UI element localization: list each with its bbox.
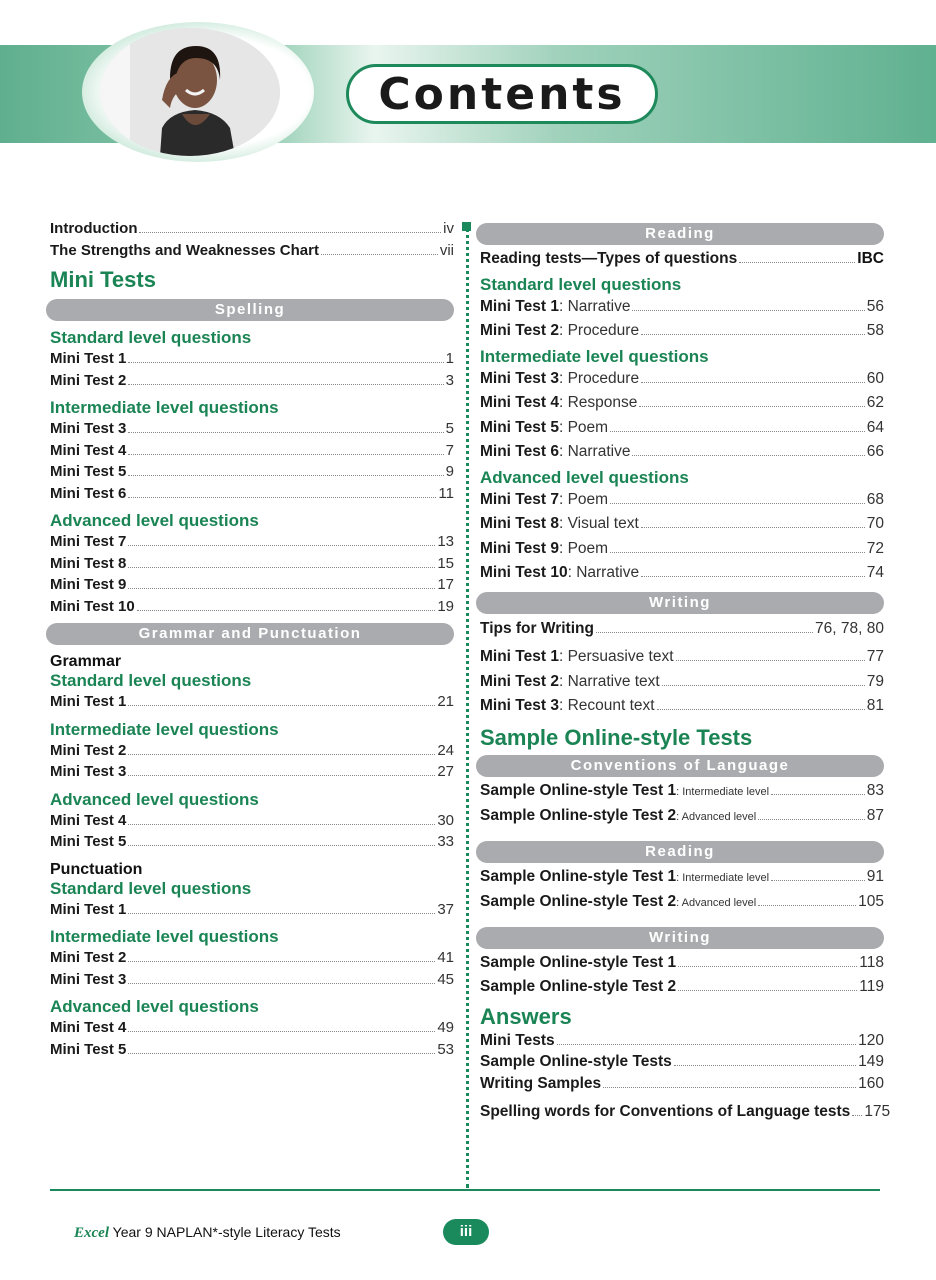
toc-entry[interactable]: Mini Test 7 : Poem 68 (480, 490, 884, 508)
toc-entry[interactable]: The Strengths and Weaknesses Chart vii (50, 241, 454, 259)
toc-entry[interactable]: Mini Test 3 27 (50, 763, 454, 780)
toc-entry[interactable]: Sample Online-style Test 2 : Advanced level 87 (480, 807, 884, 824)
level-heading: Standard level questions (50, 328, 252, 347)
right-column (480, 223, 891, 1125)
level-heading: Intermediate level questions (480, 346, 709, 366)
toc-entry[interactable]: Sample Online-style Test 1 : Intermediate level 91 (480, 867, 884, 885)
toc-entry[interactable]: Mini Test 2 24 (50, 741, 454, 759)
toc-entry[interactable]: Mini Test 4 : Response 62 (480, 394, 884, 411)
toc-entry[interactable]: Mini Test 2 41 (50, 949, 454, 966)
toc-entry[interactable]: Introduction iv (50, 220, 454, 237)
toc-entry[interactable]: Mini Test 4 49 (50, 1019, 454, 1036)
toc-entry[interactable]: Mini Test 5 53 (50, 1040, 454, 1058)
section-pill: Reading (476, 223, 884, 245)
toc-entry[interactable]: Mini Test 1 21 (50, 693, 454, 710)
section-heading: Answers (480, 1003, 572, 1029)
section-pill: Spelling (46, 299, 454, 321)
student-photo (100, 28, 280, 156)
page-title (346, 64, 658, 124)
level-heading: Standard level questions (480, 274, 682, 294)
section-pill: Reading (476, 841, 884, 863)
section-heading: Sample Online-style Tests (480, 724, 753, 750)
toc-entry[interactable]: Sample Online-style Test 1 118 (480, 953, 884, 971)
toc-entry[interactable]: Tips for Writing 76, 78, 80 (480, 619, 884, 637)
left-column (50, 218, 454, 1060)
toc-entry[interactable]: Mini Test 3 5 (50, 420, 454, 437)
toc-entry[interactable]: Mini Test 8 15 (50, 554, 454, 572)
section-pill: Writing (476, 592, 884, 614)
level-heading: Advanced level questions (50, 789, 259, 809)
toc-entry[interactable]: Sample Online-style Tests 149 (480, 1053, 884, 1070)
level-heading: Intermediate level questions (50, 927, 279, 946)
level-heading: Standard level questions (50, 878, 252, 898)
section-pill: Writing (476, 927, 884, 949)
toc-entry[interactable]: Mini Test 5 9 (50, 463, 454, 480)
toc-entry[interactable]: Mini Test 4 7 (50, 441, 454, 459)
page-number: iii (443, 1219, 489, 1245)
level-heading: Advanced level questions (50, 511, 259, 530)
toc-entry[interactable]: Mini Test 5 33 (50, 833, 454, 850)
toc-entry[interactable]: Mini Test 2 : Procedure 58 (480, 322, 884, 339)
toc-entry[interactable]: Sample Online-style Test 2 : Advanced level 105 (480, 893, 884, 910)
toc-entry[interactable]: Mini Test 9 : Poem 72 (480, 539, 884, 557)
toc-entry[interactable]: Spelling words for Conventions of Language tests 175 (480, 1103, 891, 1120)
section-pill: Grammar and Punctuation (46, 623, 454, 645)
toc-entry[interactable]: Sample Online-style Test 1 : Intermediate level 83 (480, 781, 884, 799)
toc-entry[interactable]: Sample Online-style Test 2 119 (480, 978, 884, 995)
toc-entry[interactable]: Mini Test 1 : Narrative 56 (480, 297, 884, 315)
toc-entry[interactable]: Mini Test 4 30 (50, 811, 454, 829)
toc-entry[interactable]: Mini Test 1 37 (50, 900, 454, 918)
toc-entry[interactable]: Writing Samples 160 (480, 1074, 884, 1092)
toc-entry[interactable]: Mini Test 1 : Persuasive text 77 (480, 648, 884, 665)
toc-entry[interactable]: Mini Test 6 11 (50, 484, 454, 502)
footer-title: Year 9 NAPLAN*-style Literacy Tests (109, 1224, 341, 1240)
toc-entry[interactable]: Mini Test 5 : Poem 64 (480, 418, 884, 436)
toc-entry[interactable]: Mini Test 1 1 (50, 350, 454, 367)
page-title-text: Contents (378, 68, 626, 120)
footer-text (74, 1224, 341, 1242)
column-divider (466, 228, 469, 1188)
toc-entry[interactable]: Mini Test 7 13 (50, 533, 454, 550)
toc-entry[interactable]: Mini Test 2 3 (50, 371, 454, 389)
footer-rule (50, 1189, 880, 1191)
subsection-heading: Grammar (50, 653, 122, 670)
toc-entry[interactable]: Reading tests—Types of questions IBC (480, 250, 884, 267)
toc-entry[interactable]: Mini Tests 120 (480, 1031, 884, 1049)
level-heading: Intermediate level questions (50, 398, 279, 417)
level-heading: Standard level questions (50, 671, 252, 690)
toc-entry[interactable]: Mini Test 10 19 (50, 597, 454, 615)
toc-entry[interactable]: Mini Test 6 : Narrative 66 (480, 443, 884, 460)
toc-entry[interactable]: Mini Test 8 : Visual text 70 (480, 515, 884, 532)
toc-entry[interactable]: Mini Test 3 : Procedure 60 (480, 369, 884, 387)
toc-entry[interactable]: Mini Test 3 45 (50, 970, 454, 988)
toc-entry[interactable]: Mini Test 2 : Narrative text 79 (480, 672, 884, 690)
level-heading: Advanced level questions (50, 997, 259, 1016)
section-heading: Mini Tests (50, 267, 156, 292)
subsection-heading: Punctuation (50, 860, 143, 878)
level-heading: Advanced level questions (480, 467, 689, 487)
toc-entry[interactable]: Mini Test 9 17 (50, 576, 454, 593)
toc-entry[interactable]: Mini Test 10 : Narrative 74 (480, 564, 884, 581)
level-heading: Intermediate level questions (50, 719, 279, 739)
toc-entry[interactable]: Mini Test 3 : Recount text 81 (480, 697, 884, 714)
section-pill: Conventions of Language (476, 755, 884, 777)
footer-brand: Excel (74, 1225, 109, 1241)
